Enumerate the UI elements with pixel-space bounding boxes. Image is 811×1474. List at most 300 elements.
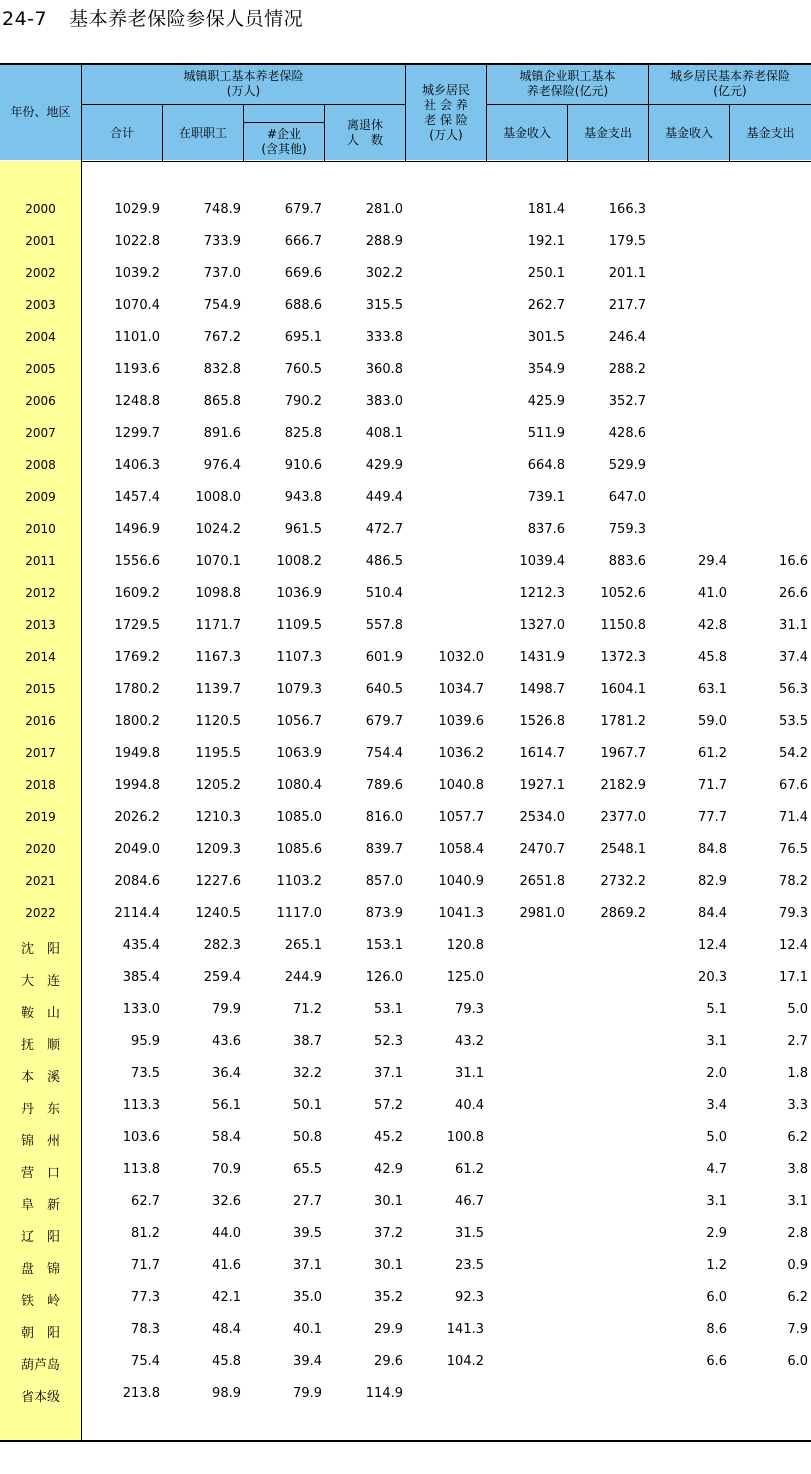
table-cell: 58.4: [212, 1130, 241, 1145]
table-cell: 37.2: [374, 1226, 403, 1241]
table-cell: 3.4: [706, 1098, 727, 1113]
table-cell: 961.5: [284, 522, 322, 537]
table-cell: 733.9: [203, 234, 241, 249]
table-cell: 73.5: [131, 1066, 160, 1081]
table-cell: 449.4: [365, 490, 403, 505]
table-cell: 56.3: [779, 682, 808, 697]
table-cell: 26.6: [779, 586, 808, 601]
table-cell: 262.7: [527, 298, 565, 313]
table-cell: 98.9: [212, 1386, 241, 1401]
table-cell: 385.4: [122, 970, 160, 985]
row-label: 2006: [25, 394, 56, 408]
row-label: 2008: [25, 458, 56, 472]
header-fund-expense: 基金支出: [746, 125, 795, 140]
table-cell: 4.7: [706, 1162, 727, 1177]
row-label: 2014: [25, 650, 56, 664]
table-cell: 63.1: [698, 682, 727, 697]
table-cell: 2.9: [706, 1226, 727, 1241]
table-cell: 79.3: [779, 906, 808, 921]
table-cell: 78.2: [779, 874, 808, 889]
table-cell: 1107.3: [276, 650, 322, 665]
table-cell: 857.0: [365, 874, 403, 889]
table-cell: 1496.9: [114, 522, 160, 537]
row-label: 大 连: [20, 974, 60, 989]
table-row: [0, 1026, 811, 1058]
table-cell: 1193.6: [114, 362, 160, 377]
table-row: [0, 354, 811, 386]
table-cell: 529.9: [608, 458, 646, 473]
table-cell: 5.1: [706, 1002, 727, 1017]
table-cell: 1008.2: [276, 554, 322, 569]
table-cell: 1024.2: [195, 522, 241, 537]
table-cell: 511.9: [527, 426, 565, 441]
row-label: 2018: [25, 778, 56, 792]
table-cell: 790.2: [284, 394, 322, 409]
table-cell: 95.9: [131, 1034, 160, 1049]
row-label: 2004: [25, 330, 56, 344]
table-cell: 39.5: [293, 1226, 322, 1241]
table-cell: 50.8: [293, 1130, 322, 1145]
table-cell: 201.1: [608, 266, 646, 281]
table-cell: 125.0: [446, 970, 484, 985]
table-cell: 133.0: [122, 1002, 160, 1017]
table-cell: 891.6: [203, 426, 241, 441]
table-cell: 1085.6: [276, 842, 322, 857]
table-cell: 3.3: [787, 1098, 808, 1113]
table-cell: 1040.8: [438, 778, 484, 793]
table-row: [0, 1154, 811, 1186]
table-cell: 29.6: [374, 1354, 403, 1369]
table-cell: 54.2: [779, 746, 808, 761]
table-cell: 1327.0: [519, 618, 565, 633]
table-row: [0, 674, 811, 706]
row-label: 2010: [25, 522, 56, 536]
table-cell: 1209.3: [195, 842, 241, 857]
table-cell: 679.7: [365, 714, 403, 729]
table-cell: 1927.1: [519, 778, 565, 793]
table-cell: 35.0: [293, 1290, 322, 1305]
table-cell: 429.9: [365, 458, 403, 473]
table-cell: 383.0: [365, 394, 403, 409]
row-label: 2017: [25, 746, 56, 760]
table-row: [0, 1314, 811, 1346]
table-cell: 43.6: [212, 1034, 241, 1049]
table-cell: 45.8: [698, 650, 727, 665]
row-label: 朝 阳: [20, 1326, 60, 1341]
table-title-text: 基本养老保险参保人员情况: [69, 8, 304, 30]
table-row: [0, 994, 811, 1026]
table-cell: 8.6: [706, 1322, 727, 1337]
table-cell: 92.3: [455, 1290, 484, 1305]
table-row: [0, 226, 811, 258]
table-cell: 1167.3: [195, 650, 241, 665]
table-cell: 601.9: [365, 650, 403, 665]
table-cell: 640.5: [365, 682, 403, 697]
table-cell: 84.4: [698, 906, 727, 921]
table-cell: 76.5: [779, 842, 808, 857]
table-cell: 43.2: [455, 1034, 484, 1049]
table-cell: 737.0: [203, 266, 241, 281]
row-label: 2015: [25, 682, 56, 696]
table-cell: 754.9: [203, 298, 241, 313]
table-cell: 1556.6: [114, 554, 160, 569]
table-cell: 2.7: [787, 1034, 808, 1049]
table-cell: 1372.3: [600, 650, 646, 665]
table-bottom-rule: [0, 1440, 811, 1442]
table-row: [0, 1218, 811, 1250]
table-cell: 486.5: [365, 554, 403, 569]
table-cell: 281.0: [365, 202, 403, 217]
table-cell: 1800.2: [114, 714, 160, 729]
table-cell: 1041.3: [438, 906, 484, 921]
table-cell: 181.4: [527, 202, 565, 217]
table-cell: 1070.4: [114, 298, 160, 313]
table-cell: 40.1: [293, 1322, 322, 1337]
table-cell: 1780.2: [114, 682, 160, 697]
row-label: 铁 岭: [20, 1294, 60, 1309]
table-cell: 23.5: [455, 1258, 484, 1273]
table-row: [0, 706, 811, 738]
table-cell: 695.1: [284, 330, 322, 345]
table-cell: 1101.0: [114, 330, 160, 345]
table-row: [0, 642, 811, 674]
table-cell: 1604.1: [600, 682, 646, 697]
table-cell: 45.2: [374, 1130, 403, 1145]
table-cell: 41.6: [212, 1258, 241, 1273]
table-cell: 759.3: [608, 522, 646, 537]
table-cell: 37.1: [293, 1258, 322, 1273]
table-cell: 126.0: [365, 970, 403, 985]
table-cell: 2869.2: [600, 906, 646, 921]
table-cell: 1967.7: [600, 746, 646, 761]
table-cell: 213.8: [122, 1386, 160, 1401]
table-cell: 1039.2: [114, 266, 160, 281]
table-cell: 32.2: [293, 1066, 322, 1081]
table-cell: 1614.7: [519, 746, 565, 761]
table-code: 24-7: [2, 8, 48, 30]
table-cell: 1056.7: [276, 714, 322, 729]
table-row: [0, 898, 811, 930]
table-cell: 75.4: [131, 1354, 160, 1369]
row-label: 2016: [25, 714, 56, 728]
table-cell: 333.8: [365, 330, 403, 345]
table-cell: 3.1: [706, 1194, 727, 1209]
table-cell: 360.8: [365, 362, 403, 377]
table-row: [0, 546, 811, 578]
header-retired: 离退休 人 数: [346, 118, 383, 147]
table-cell: 825.8: [284, 426, 322, 441]
table-cell: 39.4: [293, 1354, 322, 1369]
table-cell: 113.3: [122, 1098, 160, 1113]
table-cell: 1769.2: [114, 650, 160, 665]
table-cell: 84.8: [698, 842, 727, 857]
table-row: [0, 450, 811, 482]
table-cell: 12.4: [698, 938, 727, 953]
table-cell: 40.4: [455, 1098, 484, 1113]
table-cell: 141.3: [446, 1322, 484, 1337]
table-row: [0, 418, 811, 450]
row-label: 锦 州: [20, 1134, 60, 1149]
table-cell: 2084.6: [114, 874, 160, 889]
table-cell: 1195.5: [195, 746, 241, 761]
table-cell: 53.5: [779, 714, 808, 729]
table-cell: 839.7: [365, 842, 403, 857]
table-cell: 865.8: [203, 394, 241, 409]
row-label: 2007: [25, 426, 56, 440]
table-cell: 754.4: [365, 746, 403, 761]
header-total: 合计: [109, 125, 134, 140]
row-label: 2020: [25, 842, 56, 856]
header-fund-income: 基金收入: [502, 125, 551, 140]
table-cell: 557.8: [365, 618, 403, 633]
table-cell: 3.1: [706, 1034, 727, 1049]
table-cell: 315.5: [365, 298, 403, 313]
table-cell: 192.1: [527, 234, 565, 249]
table-cell: 179.5: [608, 234, 646, 249]
table-cell: 1299.7: [114, 426, 160, 441]
table-cell: 244.9: [284, 970, 322, 985]
row-label: 阜 新: [20, 1198, 60, 1213]
table-cell: 1036.9: [276, 586, 322, 601]
table-cell: 6.2: [787, 1130, 808, 1145]
row-label: 2003: [25, 298, 56, 312]
table-cell: 246.4: [608, 330, 646, 345]
table-cell: 62.7: [131, 1194, 160, 1209]
table-cell: 250.1: [527, 266, 565, 281]
table-cell: 1729.5: [114, 618, 160, 633]
table-cell: 767.2: [203, 330, 241, 345]
table-cell: 120.8: [446, 938, 484, 953]
table-cell: 1609.2: [114, 586, 160, 601]
table-cell: 2534.0: [519, 810, 565, 825]
row-label: 抚 顺: [20, 1038, 60, 1053]
table-cell: 32.6: [212, 1194, 241, 1209]
table-row: [0, 834, 811, 866]
table-cell: 510.4: [365, 586, 403, 601]
table-cell: 664.8: [527, 458, 565, 473]
row-label: 2013: [25, 618, 56, 632]
header-bottom-rule: [0, 161, 811, 162]
row-label: 辽 阳: [20, 1230, 60, 1245]
table-cell: 50.1: [293, 1098, 322, 1113]
table-cell: 70.9: [212, 1162, 241, 1177]
table-row: [0, 1378, 811, 1410]
row-label: 2012: [25, 586, 56, 600]
table-cell: 873.9: [365, 906, 403, 921]
table-cell: 42.1: [212, 1290, 241, 1305]
table-row: [0, 610, 811, 642]
table-row: [0, 1058, 811, 1090]
table-cell: 77.3: [131, 1290, 160, 1305]
table-cell: 100.8: [446, 1130, 484, 1145]
table-cell: 408.1: [365, 426, 403, 441]
table-cell: 1406.3: [114, 458, 160, 473]
table-row: [0, 930, 811, 962]
table-cell: 166.3: [608, 202, 646, 217]
table-row: [0, 386, 811, 418]
table-cell: 29.4: [698, 554, 727, 569]
table-cell: 1248.8: [114, 394, 160, 409]
table-cell: 82.9: [698, 874, 727, 889]
table-cell: 48.4: [212, 1322, 241, 1337]
table-cell: 71.7: [698, 778, 727, 793]
table-row: [0, 1346, 811, 1378]
table-cell: 354.9: [527, 362, 565, 377]
table-cell: 52.3: [374, 1034, 403, 1049]
table-cell: 1526.8: [519, 714, 565, 729]
table-cell: 428.6: [608, 426, 646, 441]
table-cell: 104.2: [446, 1354, 484, 1369]
table-cell: 1210.3: [195, 810, 241, 825]
header-fund-income: 基金收入: [664, 125, 713, 140]
table-cell: 1034.7: [438, 682, 484, 697]
table-cell: 282.3: [203, 938, 241, 953]
table-cell: 31.1: [779, 618, 808, 633]
table-cell: 1240.5: [195, 906, 241, 921]
table-cell: 29.9: [374, 1322, 403, 1337]
row-label: 本 溪: [20, 1070, 60, 1085]
header-urban-worker-group: 城镇职工基本养老保险 (万人): [183, 69, 304, 98]
table-cell: 1205.2: [195, 778, 241, 793]
header-stub: 年份、地区: [10, 105, 71, 119]
table-cell: 1080.4: [276, 778, 322, 793]
table-cell: 435.4: [122, 938, 160, 953]
table-cell: 20.3: [698, 970, 727, 985]
table-cell: 1039.6: [438, 714, 484, 729]
table-cell: 1008.0: [195, 490, 241, 505]
table-cell: 288.2: [608, 362, 646, 377]
table-row: [0, 962, 811, 994]
table-cell: 2377.0: [600, 810, 646, 825]
header-resident-fund-group: 城乡居民基本养老保险 (亿元): [669, 69, 790, 98]
table-cell: 38.7: [293, 1034, 322, 1049]
table-cell: 1212.3: [519, 586, 565, 601]
table-cell: 42.9: [374, 1162, 403, 1177]
table-cell: 57.2: [374, 1098, 403, 1113]
table-row: [0, 258, 811, 290]
table-cell: 1120.5: [195, 714, 241, 729]
header-employed: 在职职工: [178, 125, 227, 140]
table-cell: 113.8: [122, 1162, 160, 1177]
row-label: 2001: [25, 234, 56, 248]
table-row: [0, 482, 811, 514]
table-cell: 352.7: [608, 394, 646, 409]
table-cell: 1052.6: [600, 586, 646, 601]
table-cell: 669.6: [284, 266, 322, 281]
table-cell: 217.7: [608, 298, 646, 313]
table-cell: 1036.2: [438, 746, 484, 761]
table-cell: 71.4: [779, 810, 808, 825]
table-cell: 7.9: [787, 1322, 808, 1337]
table-cell: 65.5: [293, 1162, 322, 1177]
table-row: [0, 1122, 811, 1154]
table-cell: 103.6: [122, 1130, 160, 1145]
table-cell: 1457.4: [114, 490, 160, 505]
table-cell: 31.1: [455, 1066, 484, 1081]
row-label: 葫芦岛: [20, 1358, 60, 1373]
table-cell: 259.4: [203, 970, 241, 985]
table-row: [0, 578, 811, 610]
table-cell: 748.9: [203, 202, 241, 217]
row-label: 沈 阳: [20, 942, 60, 957]
table-cell: 1040.9: [438, 874, 484, 889]
table-cell: 2026.2: [114, 810, 160, 825]
table-row: [0, 1186, 811, 1218]
row-label: 盘 锦: [20, 1262, 60, 1277]
table-cell: 46.7: [455, 1194, 484, 1209]
table-cell: 1070.1: [195, 554, 241, 569]
table-cell: 36.4: [212, 1066, 241, 1081]
table-row: [0, 866, 811, 898]
table-cell: 42.8: [698, 618, 727, 633]
table-cell: 1109.5: [276, 618, 322, 633]
table-cell: 78.3: [131, 1322, 160, 1337]
table-cell: 265.1: [284, 938, 322, 953]
table-cell: 1139.7: [195, 682, 241, 697]
table-cell: 2182.9: [600, 778, 646, 793]
table-cell: 1098.8: [195, 586, 241, 601]
row-label: 营 口: [20, 1166, 60, 1181]
table-cell: 59.0: [698, 714, 727, 729]
table-cell: 1227.6: [195, 874, 241, 889]
table-cell: 2548.1: [600, 842, 646, 857]
table-cell: 1022.8: [114, 234, 160, 249]
row-label: 省本级: [20, 1390, 60, 1405]
header-enterprise: #企业 (含其他): [261, 127, 307, 156]
table-cell: 37.4: [779, 650, 808, 665]
header-enterprise-fund-group: 城镇企业职工基本 养老保险(亿元): [519, 69, 616, 98]
table-cell: 30.1: [374, 1258, 403, 1273]
table-cell: 53.1: [374, 1002, 403, 1017]
header-fund-expense: 基金支出: [583, 125, 632, 140]
table-cell: 2.8: [787, 1226, 808, 1241]
table-cell: 17.1: [779, 970, 808, 985]
table-cell: 79.9: [212, 1002, 241, 1017]
table-cell: 37.1: [374, 1066, 403, 1081]
table-row: [0, 802, 811, 834]
table-row: [0, 514, 811, 546]
table-cell: 2651.8: [519, 874, 565, 889]
table-title: [2, 4, 303, 31]
table-cell: 1079.3: [276, 682, 322, 697]
table-cell: 5.0: [787, 1002, 808, 1017]
row-label: 丹 东: [20, 1102, 60, 1117]
table-cell: 16.6: [779, 554, 808, 569]
table-cell: 56.1: [212, 1098, 241, 1113]
table-row: [0, 1090, 811, 1122]
table-row: [0, 322, 811, 354]
table-cell: 1039.4: [519, 554, 565, 569]
table-cell: 6.0: [787, 1354, 808, 1369]
table-cell: 666.7: [284, 234, 322, 249]
table-cell: 647.0: [608, 490, 646, 505]
table-cell: 71.7: [131, 1258, 160, 1273]
table-cell: 35.2: [374, 1290, 403, 1305]
table-cell: 2981.0: [519, 906, 565, 921]
row-label: 2022: [25, 906, 56, 920]
table-cell: 77.7: [698, 810, 727, 825]
table-cell: 1431.9: [519, 650, 565, 665]
table-cell: 31.5: [455, 1226, 484, 1241]
table-cell: 1085.0: [276, 810, 322, 825]
table-cell: 79.3: [455, 1002, 484, 1017]
table-cell: 760.5: [284, 362, 322, 377]
table-cell: 2049.0: [114, 842, 160, 857]
row-label: 2009: [25, 490, 56, 504]
table-cell: 1063.9: [276, 746, 322, 761]
table-cell: 1150.8: [600, 618, 646, 633]
row-label: 2019: [25, 810, 56, 824]
